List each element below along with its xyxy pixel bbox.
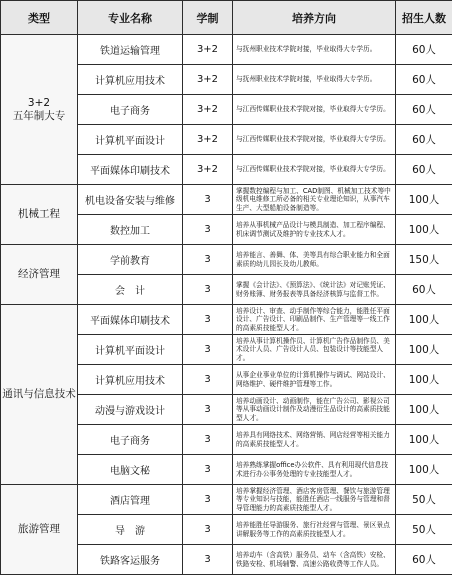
category-label: 经济管理 bbox=[1, 268, 77, 281]
major-name: 计算机平面设计 bbox=[78, 125, 183, 155]
enrollment-count: 60人 bbox=[396, 95, 452, 125]
enrollment-count: 60人 bbox=[396, 65, 452, 95]
major-name: 平面媒体印刷技术 bbox=[78, 155, 183, 185]
major-name: 计算机应用技术 bbox=[78, 65, 183, 95]
enrollment-count: 100人 bbox=[396, 215, 452, 245]
major-name: 电子商务 bbox=[78, 95, 183, 125]
training-direction: 培养具有网络技术、网络营销、网店经营等相关能力的高素质技能型人才。 bbox=[233, 425, 396, 455]
study-years: 3 bbox=[183, 515, 233, 545]
table-body bbox=[1, 35, 452, 575]
major-name: 学前教育 bbox=[78, 245, 183, 275]
study-years: 3 bbox=[183, 455, 233, 485]
study-years: 3 bbox=[183, 365, 233, 395]
category-label: 旅游管理 bbox=[1, 523, 77, 536]
major-name: 电子商务 bbox=[78, 425, 183, 455]
enrollment-count: 100人 bbox=[396, 185, 452, 215]
enrollment-count: 100人 bbox=[396, 455, 452, 485]
training-direction: 掌握数控编程与加工、CAD制图、机械加工技术等中级机电维修工所必备的相关专业理论知识，从事汽车生产、大型船舶设备制造等。 bbox=[233, 185, 396, 215]
enrollment-count: 50人 bbox=[396, 485, 452, 515]
enrollment-count: 100人 bbox=[396, 395, 452, 425]
enrollment-count: 100人 bbox=[396, 335, 452, 365]
major-name: 平面媒体印刷技术 bbox=[78, 305, 183, 335]
enrollment-count: 100人 bbox=[396, 425, 452, 455]
major-name: 动漫与游戏设计 bbox=[78, 395, 183, 425]
enrollment-count: 60人 bbox=[396, 155, 452, 185]
major-name: 数控加工 bbox=[78, 215, 183, 245]
category-label: 通讯与信息技术 bbox=[1, 388, 77, 401]
enrollment-count: 60人 bbox=[396, 275, 452, 305]
header-row bbox=[1, 1, 452, 35]
major-name: 电脑文秘 bbox=[78, 455, 183, 485]
study-years: 3 bbox=[183, 185, 233, 215]
study-years: 3+2 bbox=[183, 155, 233, 185]
training-direction: 培养熟练掌握office办公软件、具有利用现代信息技术进行办公事务处理的专业技能型人才。 bbox=[233, 455, 396, 485]
header-enrollment: 招生人数 bbox=[396, 1, 452, 35]
major-name: 机电设备安装与维修 bbox=[78, 185, 183, 215]
enrollment-count: 100人 bbox=[396, 305, 452, 335]
training-direction: 掌握《会计法》、《预算法》、《统计法》对记账凭证、财务账簿、财务报表等具备经济核算与监督工作。 bbox=[233, 275, 396, 305]
category-cell bbox=[1, 305, 78, 485]
training-direction: 与江西传媒职业技术学院对接，毕业取得大专学历。 bbox=[233, 155, 396, 185]
category-cell bbox=[1, 35, 78, 185]
major-name: 酒店管理 bbox=[78, 485, 183, 515]
table-row bbox=[1, 35, 452, 65]
study-years: 3 bbox=[183, 335, 233, 365]
table-row bbox=[1, 185, 452, 215]
study-years: 3 bbox=[183, 425, 233, 455]
header-direction: 培养方向 bbox=[233, 1, 396, 35]
training-direction: 培养掌握经济管理、酒店客房管理、餐饮与旅游管理等专业知识与技能，能胜任酒店一线服务与管理和督导管理能力的高素质技能型人才。 bbox=[233, 485, 396, 515]
training-direction: 与抚州职业技术学院对接，毕业取得大专学历。 bbox=[233, 35, 396, 65]
category-cell bbox=[1, 245, 78, 305]
training-direction: 培养能言、善舞、体、美等具有综合职业能力和全面素质的幼儿园长及幼儿教师。 bbox=[233, 245, 396, 275]
training-direction: 培养能胜任导游服务、旅行社经营与管理、景区景点讲解服务等工作的高素质技能型人才。 bbox=[233, 515, 396, 545]
enrollment-count: 60人 bbox=[396, 125, 452, 155]
table-row bbox=[1, 305, 452, 335]
major-name: 计算机平面设计 bbox=[78, 335, 183, 365]
study-years: 3+2 bbox=[183, 35, 233, 65]
training-direction: 从事企业事业单位的计算机操作与调试、网站设计、网络维护、硬件维护管理等工作。 bbox=[233, 365, 396, 395]
major-name: 铁道运输管理 bbox=[78, 35, 183, 65]
major-name: 导 游 bbox=[78, 515, 183, 545]
category-label: 机械工程 bbox=[1, 208, 77, 221]
header-major: 专业名称 bbox=[78, 1, 183, 35]
major-name: 计算机应用技术 bbox=[78, 365, 183, 395]
enrollment-count: 150人 bbox=[396, 245, 452, 275]
enrollment-count: 60人 bbox=[396, 545, 452, 575]
training-direction: 培养动画设计、动画制作，能在广告公司、影视公司等从事动画设计制作及动漫衍生品设计的高素质技能型人才。 bbox=[233, 395, 396, 425]
category-label: 3+2 bbox=[1, 97, 77, 110]
study-years: 3 bbox=[183, 305, 233, 335]
study-years: 3 bbox=[183, 545, 233, 575]
study-years: 3 bbox=[183, 395, 233, 425]
header-type: 类型 bbox=[1, 1, 78, 35]
training-direction: 培养从事计算机操作员、计算机广告作品制作员、美术设计人员、广告设计人员、包装设计等技能型人才。 bbox=[233, 335, 396, 365]
training-direction: 与抚州职业技术学院对接，毕业取得大专学历。 bbox=[233, 65, 396, 95]
study-years: 3 bbox=[183, 245, 233, 275]
table-row bbox=[1, 485, 452, 515]
enrollment-count: 50人 bbox=[396, 515, 452, 545]
study-years: 3 bbox=[183, 485, 233, 515]
training-direction: 培养设计、审查、动手制作等综合能力，能胜任平面设计、广告设计、印刷品制作、生产管理等一线工作的高素质技能型人才。 bbox=[233, 305, 396, 335]
training-direction: 与江西传媒职业技术学院对接，毕业取得大专学历。 bbox=[233, 95, 396, 125]
category-label: 五年制大专 bbox=[1, 110, 77, 123]
major-name: 铁路客运服务 bbox=[78, 545, 183, 575]
major-name: 会 计 bbox=[78, 275, 183, 305]
category-cell bbox=[1, 485, 78, 575]
header-years: 学制 bbox=[183, 1, 233, 35]
study-years: 3 bbox=[183, 215, 233, 245]
enrollment-count: 60人 bbox=[396, 35, 452, 65]
training-direction: 培养动车（含高铁）服务员、动车（含高铁）安检、铁路安检、机场辅警、高速公路收费等工作人员。 bbox=[233, 545, 396, 575]
study-years: 3+2 bbox=[183, 95, 233, 125]
study-years: 3+2 bbox=[183, 125, 233, 155]
category-cell bbox=[1, 185, 78, 245]
enrollment-count: 100人 bbox=[396, 365, 452, 395]
study-years: 3+2 bbox=[183, 65, 233, 95]
table-row bbox=[1, 245, 452, 275]
training-direction: 与江西传媒职业技术学院对接，毕业取得大专学历。 bbox=[233, 125, 396, 155]
training-direction: 培养从事机械产品设计与模具制造、加工程序编程、机床调节测试及维护的专业技术人才。 bbox=[233, 215, 396, 245]
study-years: 3 bbox=[183, 275, 233, 305]
